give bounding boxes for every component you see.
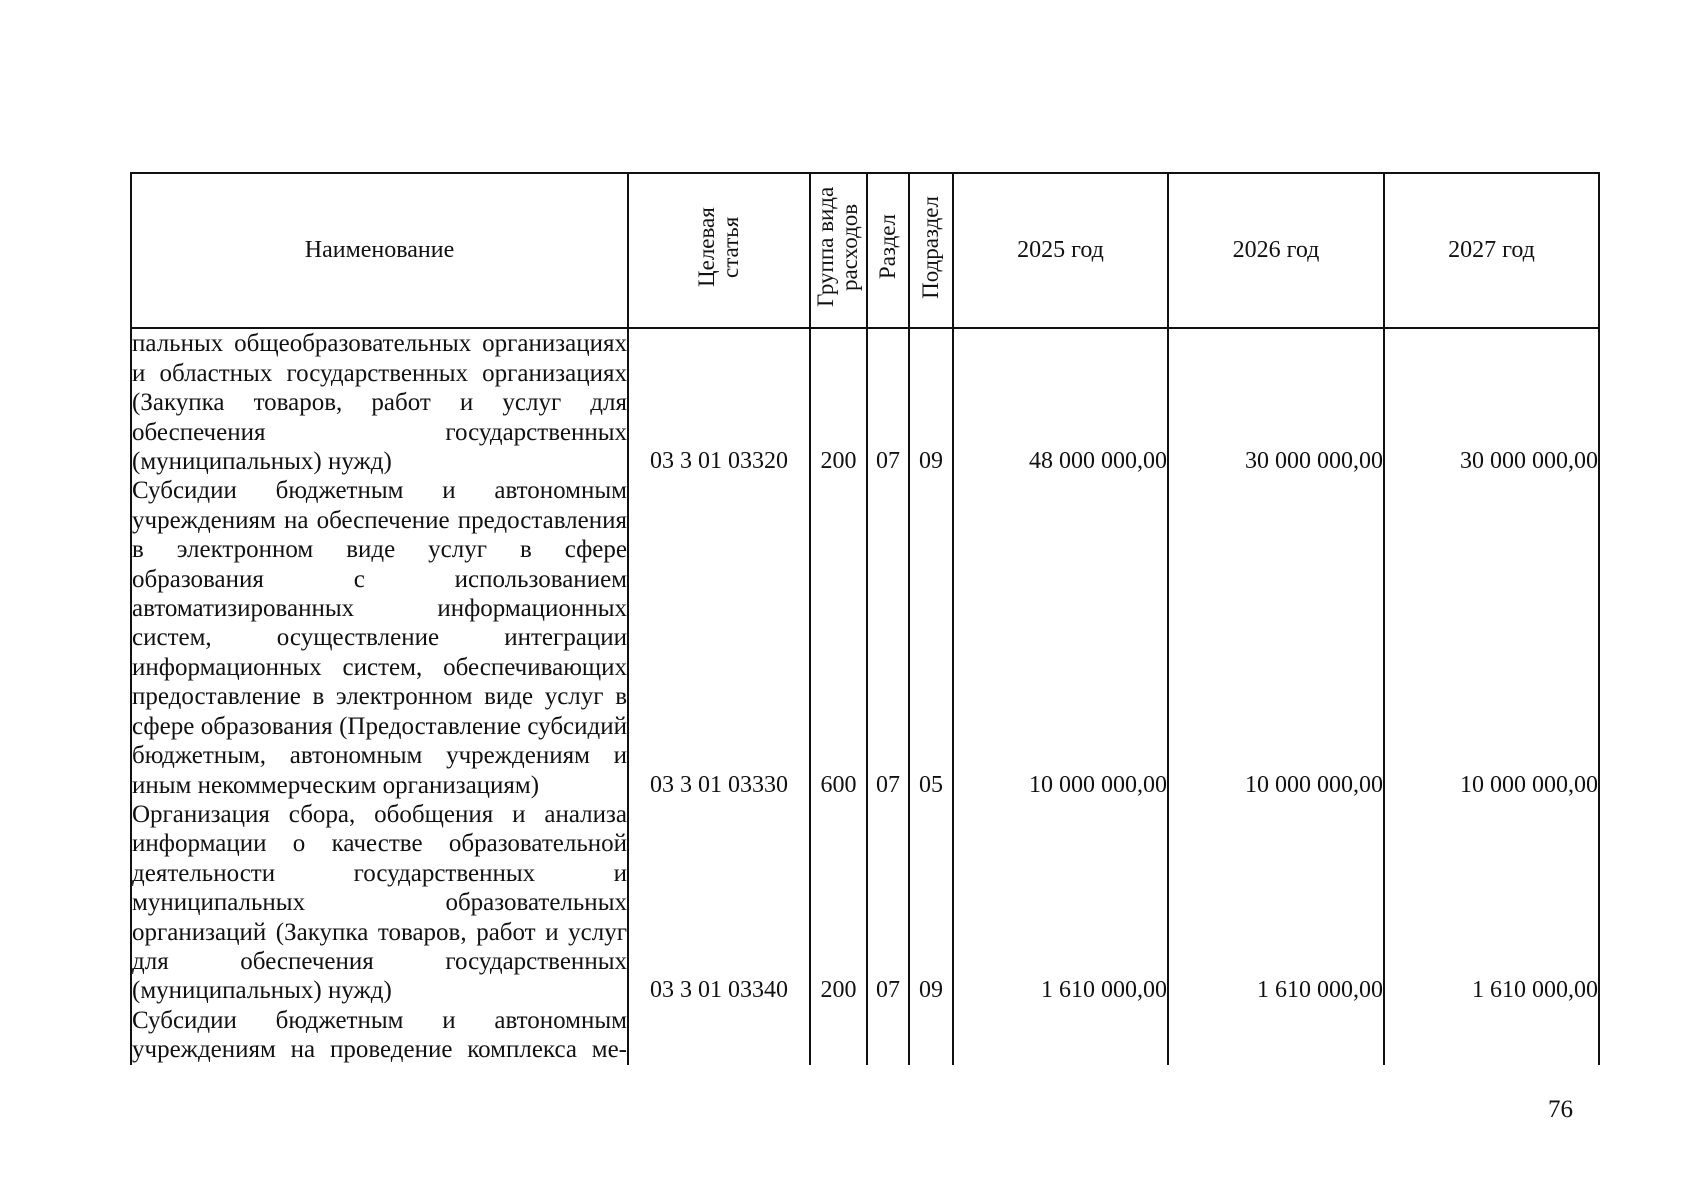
table-row xyxy=(131,476,1599,799)
row-name: Субсидии бюджетным и автономным учреждениям на обеспечение предоставления в электронном виде услуг в сфере образования с использованием автоматизированных информационных систем, осуществление интеграции информационных систем, обеспечивающих предоставление в электронном виде услуг в сфере образования (Предоставление субсидий бюджетным, автономным учреждениям и иным некоммерческим организациям) xyxy=(132,477,627,799)
row-name: Организация сбора, обобщения и анализа информации о качестве образовательной деятельности государственных и муниципальных образовательных организаций (Закупка товаров, работ и услуг для обеспечения государственных (муниципальных) нужд) xyxy=(132,800,627,1005)
header-subsection-cell xyxy=(909,173,953,328)
header-expense-group: Группа вида расходов xyxy=(812,186,862,308)
budget-table xyxy=(130,172,1600,1065)
table-row xyxy=(131,1006,1599,1065)
row-target: 03 3 01 03330 xyxy=(628,476,810,799)
row-subsection: 09 xyxy=(909,328,953,476)
row-2026 xyxy=(1168,1006,1384,1065)
table-header xyxy=(131,173,1599,328)
row-target: 03 3 01 03340 xyxy=(628,800,810,1006)
header-target: Целевая статья xyxy=(694,207,743,287)
header-name: Наименование xyxy=(131,173,628,328)
row-subsection: 09 xyxy=(909,800,953,1006)
row-name: Субсидии бюджетным и автономным учреждениям на проведение комплекса ме- xyxy=(132,1006,627,1064)
row-2025: 48 000 000,00 xyxy=(953,328,1168,476)
row-2027 xyxy=(1384,1006,1599,1065)
header-expense-group-cell xyxy=(810,173,867,328)
row-2027: 1 610 000,00 xyxy=(1384,800,1599,1006)
table-body xyxy=(131,328,1599,1064)
header-2025: 2025 год xyxy=(953,173,1168,328)
row-group: 200 xyxy=(810,328,867,476)
table-row xyxy=(131,328,1599,476)
row-group xyxy=(810,1006,867,1065)
row-subsection xyxy=(909,1006,953,1065)
row-2025: 1 610 000,00 xyxy=(953,800,1168,1006)
row-2026: 10 000 000,00 xyxy=(1168,476,1384,799)
header-subsection: Подраздел xyxy=(918,195,943,299)
row-target xyxy=(628,1006,810,1065)
header-2026: 2026 год xyxy=(1168,173,1384,328)
row-group: 600 xyxy=(810,476,867,799)
table-row xyxy=(131,800,1599,1006)
row-2025 xyxy=(953,1006,1168,1065)
row-2027: 30 000 000,00 xyxy=(1384,328,1599,476)
row-section: 07 xyxy=(867,328,909,476)
row-2027: 10 000 000,00 xyxy=(1384,476,1599,799)
row-2026: 30 000 000,00 xyxy=(1168,328,1384,476)
header-2027: 2027 год xyxy=(1384,173,1599,328)
row-2025: 10 000 000,00 xyxy=(953,476,1168,799)
header-section-cell xyxy=(867,173,909,328)
row-name: пальных общеобразовательных организациях и областных государственных организациях (Закупка товаров, работ и услуг для обеспечения государственных (муниципальных) нужд) xyxy=(132,330,627,476)
row-section: 07 xyxy=(867,800,909,1006)
row-target: 03 3 01 03320 xyxy=(628,328,810,476)
header-target-cell xyxy=(628,173,810,328)
row-group: 200 xyxy=(810,800,867,1006)
row-subsection: 05 xyxy=(909,476,953,799)
page-number: 76 xyxy=(1548,1096,1573,1123)
row-section: 07 xyxy=(867,476,909,799)
row-section xyxy=(867,1006,909,1065)
row-2026: 1 610 000,00 xyxy=(1168,800,1384,1006)
header-section: Раздел xyxy=(875,214,900,280)
